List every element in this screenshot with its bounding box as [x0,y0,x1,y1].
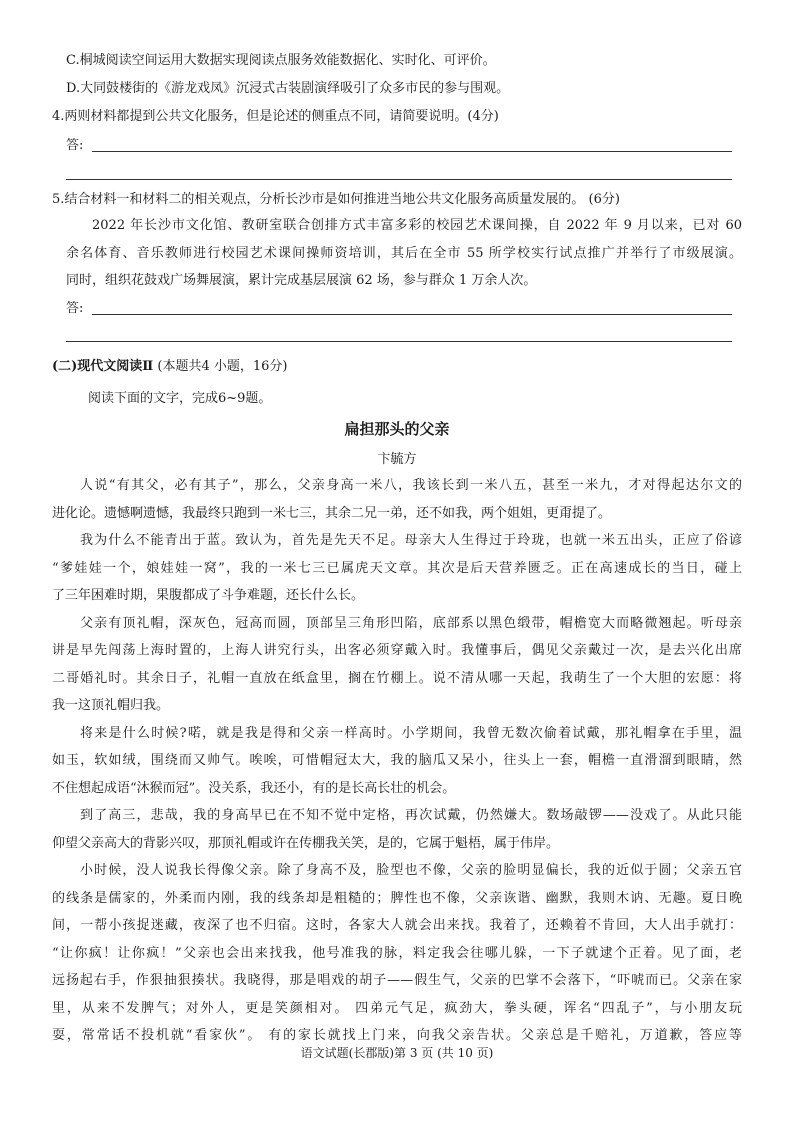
section-heading-title: (二)现代文阅读Ⅱ [52,359,154,374]
article-line: “让你疯！让你疯！”父亲也会出来找我，他号准我的脉，料定我会往哪儿躲，一下子就逮个正着。见了面，老 [52,945,742,961]
article-author: 卞毓方 [377,452,417,467]
article-line: 小时候，没人说我长得像父亲。除了身高不及，脸型也不像，父亲的脸明显偏长，我的近似于圆；父亲五官 [80,863,742,878]
question-5-answer-line[interactable] [92,314,732,315]
article-line: 我一这顶礼帽归我。 [52,698,170,713]
article-line: 间，一帮小孩捉迷藏，夜深了也不归宿。这时，各家大人就会出来找。我着了，还赖着不肯回，大人出手就打： [52,918,742,933]
section-heading [52,358,288,376]
question-5-answer-line[interactable] [66,341,732,342]
article-line: 如玉，软如绒，围绕而又帅气。唉唉，可惜帽冠太大，我的脑瓜又呆小，往头上一套，帽檐一直滑溜到眼睛，然 [52,753,742,768]
article-line: 到了高三，悲哉，我的身高早已在不知不觉中定格，再次试戴，仍然嫌大。数场敲锣——没戏了。从此只能 [80,808,742,823]
option-d: D.大同鼓楼街的《游龙戏凤》沉浸式古装剧演绎吸引了众多市民的参与围观。 [66,81,510,96]
article-line: 里，从来不发脾气；对外人，更是笑颜相对。 四弟元气足，疯劲大，拳头硬，诨名“四乱子”，与小朋友玩 [52,1000,742,1016]
question-4-answer-line[interactable] [92,151,732,152]
article-line: 将来是什么时候?喏，就是我是得和父亲一样高时。小学期间，我曾无数次偷着试戴，那礼帽拿在手里，温 [80,725,742,741]
question-5-text: 5.结合材料一和材料二的相关观点，分析长沙市是如何推进当地公共文化服务高质量发展的。 (6分) [52,192,620,207]
page-footer: 语文试题(长郡版)第 3 页 (共 10 页) [300,1046,494,1060]
question-5-answer-label: 答: [66,301,84,316]
question-4-answer-label: 答: [66,138,84,153]
article-line: 讲是早先闯荡上海时置的，上海人讲究行头，出客必须穿戴入时。我懂事后，偶见父亲戴过一次，是去兴化出席 [52,643,742,658]
article-line: 仰望父亲高大的背影兴叹，那顶礼帽或许在传棚我关笑，是的，它属于魁梧，属于伟岸。 [52,835,560,851]
section-heading-note: (本题共4 小题，16分) [157,359,288,374]
question-5-material-line: 余名体育、音乐教师进行校园艺术课间操师资培训，其后在全市 55 所学校实行试点推广并举行了市级展演。 [66,246,742,261]
article-line: 人说“有其父，必有其子”，那么，父亲身高一米八，我该长到一米八五，甚至一米九，才对得起达尔文的 [80,478,742,493]
article-title: 扁担那头的父亲 [344,420,450,438]
section-instruction: 阅读下面的文字，完成6~9题。 [88,391,272,406]
article-line: 父亲有顶礼帽，深灰色，冠高而圆，顶部呈三角形凹陷，底部系以黑色缎带，帽檐宽大而略微翘起。听母亲 [80,615,742,631]
question-5-material-line: 2022 年长沙市文化馆、教研室联合创排方式丰富多彩的校园艺术课间操，自 2022 年 9 月以来，已对 60 [92,218,742,233]
article-line: 二哥婚礼时。其余日子，礼帽一直放在纸盒里，搁在竹棚上。说不清从哪一天起，我萌生了一个大胆的宏愿：将 [52,670,742,686]
question-4-answer-line[interactable] [66,179,732,180]
article-line: “爹娃娃一个，娘娃娃一窝”，我的一米七三已属虎天文章。其次是后天营养匮乏。正在高速成长的当日，碰上 [52,560,742,576]
question-5-material-line: 同时，组织花鼓戏广场舞展演，累计完成基层展演 62 场，参与群众 1 万余人次。 [66,273,537,288]
option-c: C.桐城阅读空间运用大数据实现阅读点服务效能数据化、实时化、可评价。 [66,53,496,68]
article-line: 远扬起右手，作狠抽狠揍状。我晓得，那是唱戏的胡子——假生气，父亲的巴掌不会落下，“吓唬而已。父亲在家 [52,973,742,988]
article-line: 不住想起成语“沐猴而冠”。没关系，我还小，有的是长高长壮的机会。 [52,780,456,796]
article-line: 了三年困难时期，果腹都成了斗争难题，还长什么长。 [52,588,365,603]
article-line: 耍，常常话不投机就“看家伙”。 有的家长就找上门来，向我父亲告状。父亲总是千赔礼，万道歉，答应等 [52,1028,742,1043]
article-line: 的线条是儒家的，外柔而内刚，我的线条却是粗糙的；脾性也不像，父亲诙谐、幽默，我则木讷、无趣。夏日晚 [52,890,742,906]
question-4-text: 4.两则材料都提到公共文化服务，但是论述的侧重点不同，请简要说明。(4分) [52,109,499,124]
article-line: 我为什么不能青出于蓝。致认为，首先是先天不足。母亲大人生得过于玲珑，也就一米五出头，正应了俗谚 [80,533,742,548]
article-line: 进化论。遗憾啊遗憾，我最终只跑到一米七三，其余二兄一弟，还不如我，两个姐姐，更甭提了。 [52,505,612,521]
